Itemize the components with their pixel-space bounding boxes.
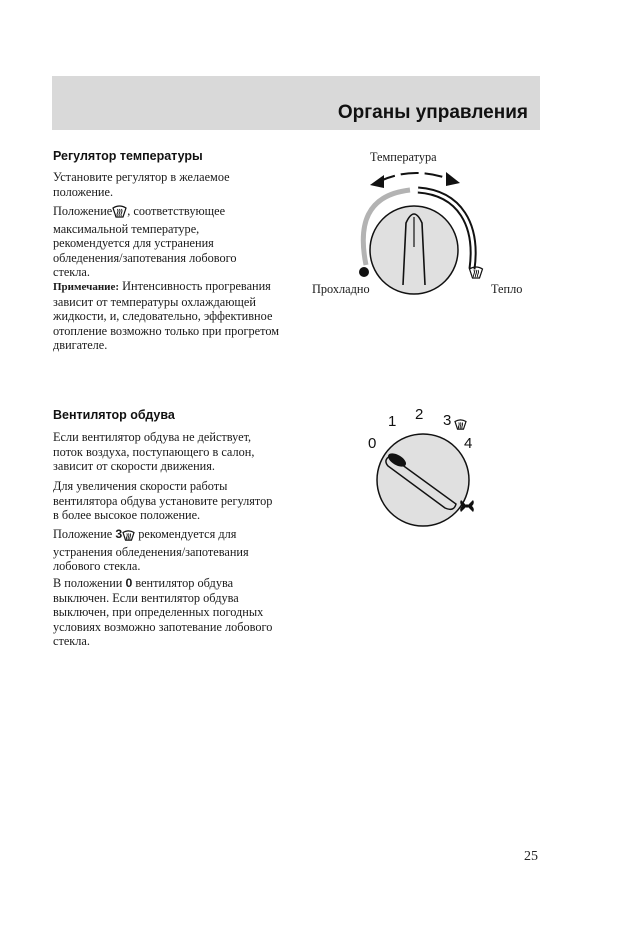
fan-paragraph-3-prefix: Положение — [53, 527, 113, 541]
fan-dial-figure — [350, 400, 490, 530]
temperature-dial-graphic — [300, 145, 540, 305]
fan-position-2: 2 — [415, 406, 424, 423]
fan-paragraph-4-prefix: В положении — [53, 576, 123, 590]
temperature-paragraph-2-suffix: , соответствующее — [127, 204, 226, 218]
fan-paragraph-3-rest: рекомендуется для устранения обледенения/запотевания лобового стекла. — [53, 527, 249, 574]
fan-paragraph-1: Если вентилятор обдува не действует, поток воздуха, поступающего в салон, зависит от скорости движения. — [53, 430, 255, 474]
temperature-paragraph-2 — [53, 204, 258, 280]
temperature-paragraph-1: Установите регулятор в желаемое положение. — [53, 170, 230, 199]
fan-paragraph-2: Для увеличения скорости работы вентилятора обдува установите регулятор в более высокое положение. — [53, 479, 273, 523]
temperature-paragraph-2-prefix: Положение — [53, 204, 113, 218]
note-text: Интенсивность прогревания зависит от температуры охлаждающей жидкости, и, следовательно, эффективное отопление возможно только при прогретом двигателе. — [53, 279, 280, 353]
fan-position-1: 1 — [388, 413, 397, 430]
page-header-band — [52, 76, 540, 130]
windshield-defrost-icon — [454, 417, 467, 435]
windshield-defrost-icon — [122, 530, 135, 545]
fan-position-0: 0 — [368, 435, 377, 452]
temperature-paragraph-2-rest: максимальной температуре, рекомендуется для устранения обледенения/запотевания лобового стекла. — [53, 221, 237, 280]
page-number: 25 — [524, 849, 538, 864]
fan-paragraph-3 — [53, 527, 278, 574]
fan-paragraph-4-rest: вентилятор обдува выключен. Если вентилятор обдува выключен, при определенных погодных условиях возможно запотевание лобового стекла. — [53, 576, 273, 649]
page-title: Органы управления — [337, 102, 528, 123]
windshield-defrost-icon — [468, 266, 484, 284]
fan-paragraph-4 — [53, 576, 291, 649]
fan-paragraph-4-bold: 0 — [125, 576, 133, 590]
temperature-figure-title: Температура — [370, 150, 437, 164]
temperature-heading: Регулятор температуры — [53, 149, 203, 163]
temperature-note — [53, 279, 285, 353]
temperature-dial-figure — [300, 145, 540, 305]
fan-position-4: 4 — [464, 435, 473, 452]
note-label: Примечание: — [53, 281, 120, 293]
fan-heading: Вентилятор обдува — [53, 408, 175, 422]
fan-paragraph-3-bold: 3 — [115, 527, 123, 541]
windshield-defrost-icon — [112, 205, 127, 222]
label-cool: Прохладно — [312, 282, 370, 296]
fan-position-3: 3 — [443, 412, 452, 429]
label-warm: Тепло — [491, 282, 523, 296]
fan-icon — [459, 498, 475, 519]
